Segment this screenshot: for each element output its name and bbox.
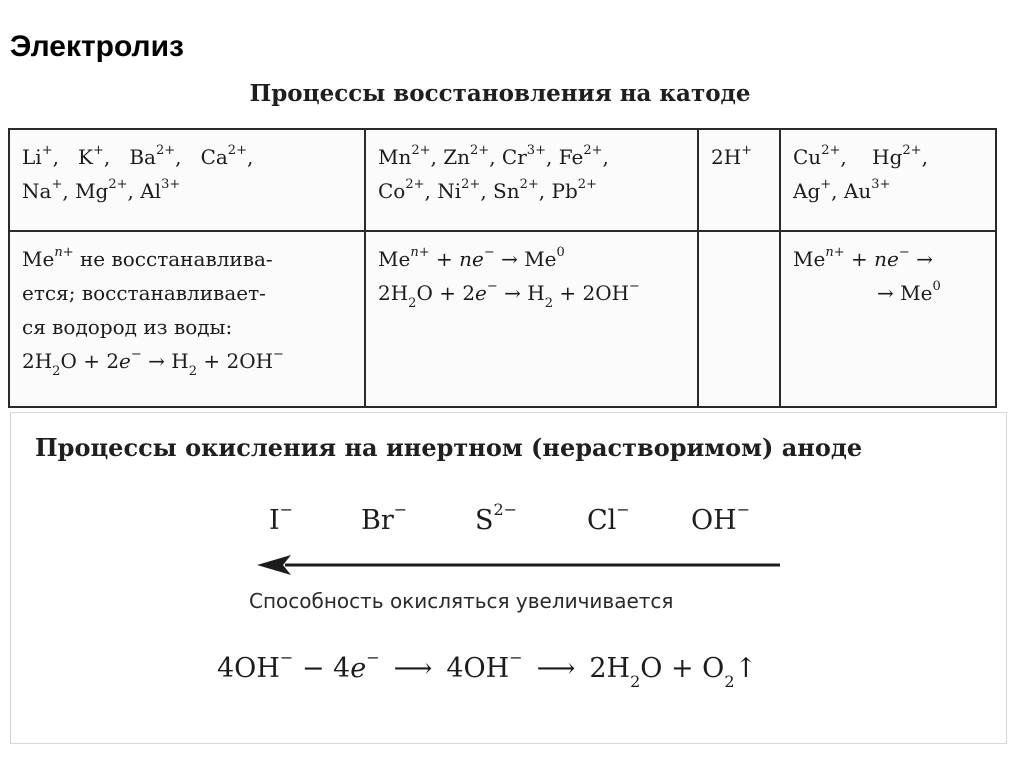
cathode-table: [8, 128, 997, 408]
anion-hydroxide: OH−: [691, 500, 751, 536]
table-row: [9, 129, 996, 231]
trend-arrow: [255, 547, 785, 583]
ions-group-2: $Mn^{2+}$, $Zn^{2+}$, $Cr^{3+}$, $Fe^{2+}$, $Co^{2+}$, $Ni^{2+}$, $Sn^{2+}$, $Pb^{2+}$: [365, 129, 698, 231]
reaction-group-1: $Me^{n+}$ не восстанавлива- ется; восстанавливает- ся водород из воды: $2H_2O + 2e^- \to H_2 + 2OH^-$: [9, 231, 365, 407]
reaction-group-4: $Me^{n+} + ne^-$ → → $Me^0$: [780, 231, 996, 407]
ions-group-4: $Cu^{2+}$, $Hg^{2+}$, Ag+, $Au^{3+}$: [780, 129, 996, 231]
ions-group-1: Li+, K+, $Ba^{2+}$, $Ca^{2+}$, Na+, $Mg^{2+}$, $Al^{3+}$: [9, 129, 365, 231]
reaction-group-2: $Me^{n+} + ne^- \to Me^0$ $2H_2O + 2e^- \to H_2 + 2OH^-$: [365, 231, 698, 407]
anode-heading: Процессы окисления на инертном (нерастворимом) аноде: [35, 433, 863, 462]
anode-panel: [10, 412, 1007, 744]
anion-iodide: I−: [269, 500, 294, 536]
anion-sulfide: $S^{2-}$: [475, 500, 518, 536]
slide-title: Электролиз: [10, 30, 184, 63]
ions-group-3: 2H+: [698, 129, 780, 231]
table-row: [9, 231, 996, 407]
anode-equation: 4OH− − 4e− ⟶ 4OH− ⟶ $2H_2O$ + $O_2↑$: [217, 648, 758, 692]
reaction-group-3: [698, 231, 780, 407]
anion-chloride: Cl−: [587, 500, 630, 536]
trend-caption: Способность окисляться увеличивается: [249, 589, 674, 613]
cathode-heading: Процессы восстановления на катоде: [249, 80, 751, 107]
anion-bromide: Br−: [361, 500, 408, 536]
